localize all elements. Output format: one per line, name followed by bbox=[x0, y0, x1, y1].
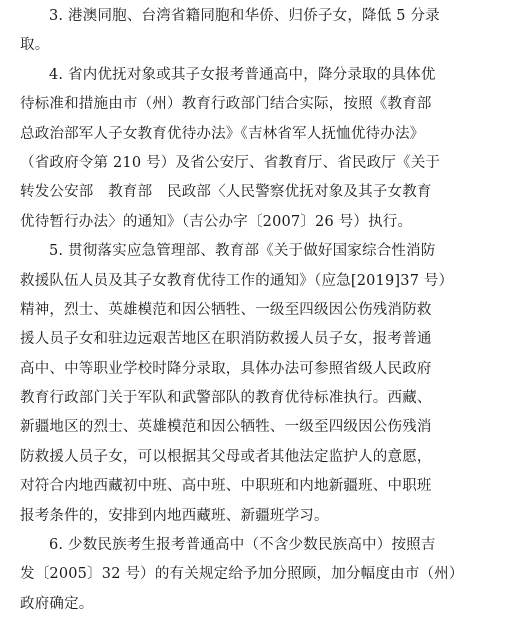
text-line: 防救援人员子女，可以根据其父母或者其他法定监护人的意愿， bbox=[20, 448, 432, 465]
text-line: 3. 港澳同胞、台湾省籍同胞和华侨、归侨子女，降低 5 分录 bbox=[49, 8, 440, 24]
text-line: 总政治部军人子女教育优待办法》《吉林省军人抚恤优待办法》 bbox=[20, 125, 425, 142]
text-line: 待标准和措施由市（州）教育行政部门结合实际，按照《教育部 bbox=[20, 96, 432, 113]
paragraph-item-3 bbox=[20, 6, 509, 55]
text-line: 转发公安部 教育部 民政部〈人民警察优抚对象及其子女教育 bbox=[20, 184, 432, 201]
text-line: 救援队伍人员及其子女教育优待工作的通知》（应急[2019]37 号） bbox=[20, 272, 454, 289]
text-line: 6. 少数民族考生报考普通高中（不含少数民族高中）按照吉 bbox=[49, 537, 436, 554]
text-line: 高中、中等职业学校时降分录取，具体办法可参照省级人民政府 bbox=[20, 360, 432, 377]
text-line: 援人员子女和驻边远艰苦地区在职消防救援人员子女，报考普通 bbox=[20, 331, 432, 348]
text-line: 5. 贯彻落实应急管理部、教育部《关于做好国家综合性消防 bbox=[49, 243, 436, 260]
text-line: 优待暂行办法〉的通知》（吉公办字〔2007〕26 号）执行。 bbox=[20, 213, 413, 230]
text-line: 新疆地区的烈士、英雄模范和因公牺牲、一级至四级因公伤残消 bbox=[20, 419, 432, 436]
paragraph-item-6 bbox=[20, 535, 509, 614]
text-line: 发〔2005〕32 号）的有关规定给予加分照顾，加分幅度由市（州） bbox=[20, 566, 464, 583]
text-line: 4. 省内优抚对象或其子女报考普通高中，降分录取的具体优 bbox=[49, 66, 436, 83]
text-line: 报考条件的，安排到内地西藏班、新疆班学习。 bbox=[20, 507, 329, 524]
text-line: 对符合内地西藏初中班、高中班、中职班和内地新疆班、中职班 bbox=[20, 478, 432, 495]
text-line: 取。 bbox=[20, 37, 50, 54]
paragraph-item-5 bbox=[20, 241, 509, 526]
text-line: 教育行政部门关于军队和武警部队的教育优待标准执行。西藏、 bbox=[20, 390, 432, 407]
text-line: 政府确定。 bbox=[20, 595, 94, 612]
text-line: 精神，烈士、英雄模范和因公牺牲、一级至四级因公伤残消防救 bbox=[20, 301, 432, 318]
text-line: （省政府令第 210 号）及省公安厅、省教育厅、省民政厅《关于 bbox=[20, 154, 441, 171]
paragraph-item-4 bbox=[20, 65, 509, 232]
